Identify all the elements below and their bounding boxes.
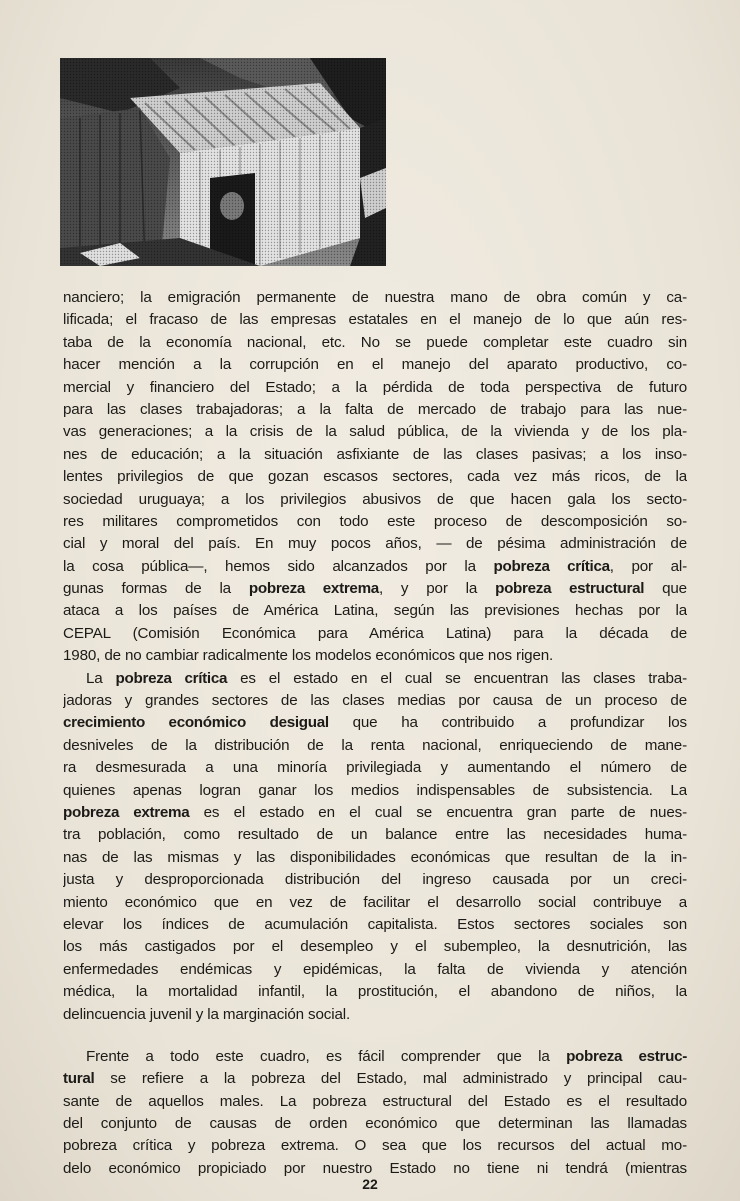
text-span: elevar los índices de acumulación capitalista. Estos sectores sociales son: [63, 915, 687, 933]
text-span: , por al-: [609, 557, 687, 575]
text-line: [63, 802, 687, 824]
text-span: que: [644, 580, 687, 598]
text-span: ataca a los países de América Latina, según las previsiones hechas por la: [63, 602, 687, 620]
text-span: Frente a todo este cuadro, es fácil comprender que la: [86, 1047, 567, 1065]
text-line: [63, 489, 687, 511]
text-span: La: [86, 669, 116, 687]
text-span: jadoras y grandes sectores de las clases medias por causa de un proceso de: [63, 692, 687, 710]
text-span: es el estado en el cual se encuentran las clases traba-: [227, 669, 687, 687]
page-number: 22: [362, 1176, 378, 1192]
text-span: médica, la mortalidad infantil, la prostitución, el abandono de niños, la: [63, 983, 687, 1001]
text-line: [63, 466, 687, 488]
text-span: delo económico propiciado por nuestro Estado no tiene ni tendrá (mientras: [63, 1159, 687, 1177]
text-line: [63, 511, 687, 533]
text-span: [63, 804, 687, 821]
text-line: [63, 869, 687, 891]
text-span: mercial y financiero del Estado; a la pérdida de toda perspectiva de futuro: [63, 378, 687, 396]
photo-graphic: [60, 58, 386, 266]
text-span: sante de aquellos males. La pobreza estructural del Estado es el resultado: [63, 1092, 687, 1110]
text-span: [86, 1048, 687, 1065]
bold-term: pobreza estructural: [495, 580, 645, 598]
text-span: es el estado en el cual se encuentra gran parte de nues-: [189, 803, 687, 821]
slum-shacks-photo: [60, 58, 386, 266]
text-line: [63, 578, 687, 600]
text-line: [63, 399, 687, 421]
text-span: los más castigados por el desempleo y el subempleo, la desnutrición, las: [63, 938, 687, 956]
text-line: [63, 309, 687, 331]
text-span: nanciero; la emigración permanente de nuestra mano de obra común y ca-: [63, 289, 687, 306]
text-line: [63, 354, 687, 376]
text-span: justa y desproporcionada distribución del ingreso causada por un creci-: [63, 871, 687, 889]
text-line: [63, 287, 687, 309]
text-line: [63, 735, 687, 757]
text-span: para las clases trabajadoras; a la falta de mercado de trabajo para las nue-: [63, 400, 687, 418]
bold-term: pobreza estruc-: [566, 1047, 687, 1065]
text-line: [63, 892, 687, 914]
paragraph-gap: [63, 1026, 687, 1046]
text-span: , y por la: [378, 580, 496, 598]
text-line: [63, 645, 687, 667]
text-span: miento económico que en vez de facilitar el desarrollo social contribuye a: [63, 893, 687, 911]
text-span: vas generaciones; a la crisis de la salud pública, de la vivienda y de los pla-: [63, 423, 687, 441]
text-span: taba de la economía nacional, etc. No se puede completar este cuadro sin: [63, 333, 687, 351]
text-line: [63, 1135, 687, 1157]
text-span: ra desmesurada a una minoría privilegiada y aumentando el número de: [63, 759, 687, 777]
text-span: nas de las mismas y las disponibilidades económicas que resultan de la in-: [63, 848, 687, 866]
text-span: que ha contribuido a profundizar los: [328, 714, 687, 732]
body-text: [63, 287, 687, 1180]
text-span: se refiere a la pobreza del Estado, mal administrado y principal cau-: [94, 1070, 687, 1088]
text-line: [63, 936, 687, 958]
text-span: cial y moral del país. En muy pocos años, — de pésima administración de: [63, 535, 687, 553]
text-line: [63, 824, 687, 846]
text-line: [63, 623, 687, 645]
bold-term: pobreza crítica: [493, 557, 610, 575]
text-line: [63, 668, 687, 690]
text-line: [63, 981, 687, 1003]
text-span: [63, 714, 687, 731]
text-span: del conjunto de causas de orden económico que determinan las llamadas: [63, 1115, 687, 1133]
text-line: [63, 780, 687, 802]
text-span: [63, 558, 687, 575]
bold-term: pobreza crítica: [115, 669, 228, 687]
text-span: tra población, como resultado de un balance entre las necesidades huma-: [63, 826, 687, 844]
text-line: [63, 600, 687, 622]
text-span: desniveles de la distribución de la renta nacional, enriqueciendo de mane-: [63, 736, 687, 754]
text-span: res militares comprometidos con todo este proceso de descomposición so-: [63, 512, 687, 530]
text-line: [63, 757, 687, 779]
text-span: [63, 580, 687, 597]
text-span: lentes privilegios de que gozan escasos sectores, cada vez más ricos, de la: [63, 468, 687, 486]
paragraph-2: [63, 668, 687, 1026]
text-span: CEPAL (Comisión Económica para América Latina) para la década de: [63, 624, 687, 642]
text-line: [63, 1004, 687, 1026]
text-span: [63, 1070, 687, 1087]
text-span: sociedad uruguaya; a los privilegios abusivos de que hacen gala los secto-: [63, 490, 687, 508]
text-line: [63, 959, 687, 981]
text-line: [63, 914, 687, 936]
text-span: enfermedades endémicas y epidémicas, la falta de vivienda y atención: [63, 960, 687, 978]
text-line: [63, 421, 687, 443]
text-span: lificada; el fracaso de las empresas estatales en el manejo de lo que aún res-: [63, 311, 687, 329]
text-line: [63, 1091, 687, 1113]
text-span: quienes apenas logran ganar los medios indispensables de subsistencia. La: [63, 781, 687, 799]
text-span: hacer mención a la corrupción en el manejo del aparato productivo, co-: [63, 356, 687, 374]
text-span: la cosa pública—, hemos sido alcanzados por la: [63, 557, 494, 575]
text-line: [63, 690, 687, 712]
text-span: 1980, de no cambiar radicalmente los modelos económicos que nos rigen.: [63, 647, 554, 665]
text-line: [63, 712, 687, 734]
text-span: pobreza crítica y pobreza extrema. O sea que los recursos del actual mo-: [63, 1137, 687, 1155]
text-line: [63, 1046, 687, 1068]
text-line: [63, 444, 687, 466]
text-line: [63, 533, 687, 555]
text-span: delincuencia juvenil y la marginación social.: [63, 1005, 351, 1023]
bold-term: pobreza extrema: [248, 580, 379, 598]
text-span: [86, 670, 687, 687]
text-span: gunas formas de la: [63, 580, 249, 598]
paragraph-3: [63, 1046, 687, 1180]
text-line: [63, 1068, 687, 1090]
text-line: [63, 1113, 687, 1135]
paragraph-1: [63, 287, 687, 668]
text-line: [63, 377, 687, 399]
bold-term: tural: [63, 1070, 95, 1088]
bold-term: crecimiento económico desigual: [63, 714, 329, 732]
text-line: [63, 847, 687, 869]
text-line: [63, 556, 687, 578]
text-span: nes de educación; a la situación asfixiante de las clases pasivas; a los inso-: [63, 445, 687, 463]
text-line: [63, 332, 687, 354]
bold-term: pobreza extrema: [63, 803, 190, 821]
